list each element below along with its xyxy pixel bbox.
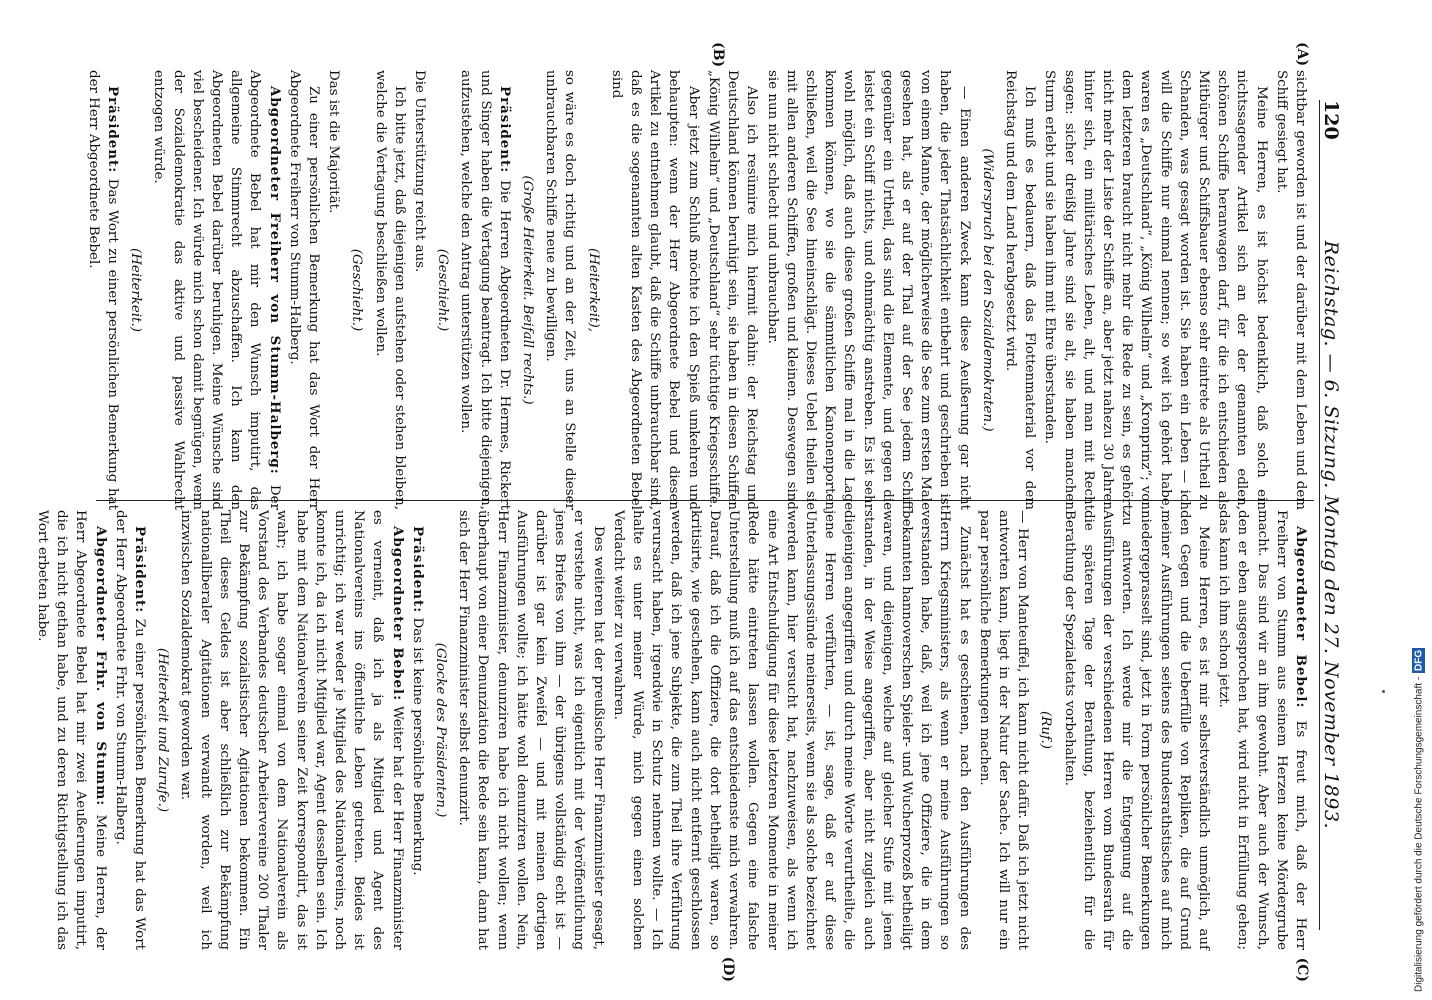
- speech-text: Es freut mich, daß der Herr Freiherr von Stumm aus seinem Herzen keine Mördergrube macht. Das sind wir an ihm gewohnt. Aber auch der Wunsch, den er eben ausgesprochen hat, wird nicht in Erfüllung gehen; das kann ich ihm schon jetzt.: [1216, 510, 1308, 950]
- speaker-label: Abgeordneter Bebel:: [389, 526, 406, 702]
- margin-letter-c: (C): [1294, 957, 1310, 982]
- paragraph: Aber jetzt zum Schluß möchte ich den Spieß umkehren und behaupten: wenn der Herr Abgeordnete Bebel und diesen Artikel zu entnehmen glaubt, daß die Schiffe unbrauchbar sind, daß es die sogenannten alten Kasten des Abgeordneten Bebel sind: [608, 70, 701, 510]
- paragraph: Ich bitte jetzt, daß diejenigen aufstehen oder stehen bleiben, welche die Vertagung beschließen wollen.: [372, 70, 407, 510]
- paragraph: Des weiteren hat der preußische Herr Finanzminister gesagt, er verstehe nicht, was ich eigentlich mit der Veröffentlichung jenes Briefes von ihm — der übrigens vollständig echt ist — darüber ist gar kein Zweifel — und mit meinen dortigen Ausführungen wollte; ich hätte wohl denunziren wollen. Nein, Herr Finanzminister, denunziren habe ich nicht wollen; wenn überhaupt von einer Denunziation die Rede sein kann, dann hat sich der Herr Finanzminister selbst denunzirt.: [456, 510, 606, 950]
- reaction-note: (Widerspruch bei den Sozialdemokraten.): [979, 148, 995, 432]
- speech-text: Das ist keine persönliche Bemerkung.: [409, 617, 425, 876]
- dfg-logo: DFG: [1413, 649, 1425, 671]
- header-title: Reichstag. — 6. Sitzung. Montag den 27. November 1893.: [1320, 240, 1342, 829]
- speech-paragraph: [84, 70, 122, 510]
- margin-letter-b: (B): [710, 42, 726, 68]
- speech-paragraph: [1214, 510, 1310, 950]
- speech-paragraph: [456, 70, 514, 510]
- speaker-label: Präsident:: [409, 526, 426, 614]
- paragraph: Das ist die Majorität.: [326, 70, 342, 214]
- paragraph: Ich muß es bedauern, daß das Flottenmaterial vor dem Reichstag und dem Land herabgesetzt wird.: [1002, 70, 1038, 510]
- paragraph: sichtbar geworden ist und der darüber mit dem Leben und dem Schiff gesiegt hat.: [1273, 70, 1308, 510]
- speech-paragraph: [176, 510, 406, 950]
- reaction-note: (Heiterkeit),: [585, 248, 601, 332]
- paragraph: — Einen anderen Zweck kann diese Aeußerung gar nicht haben, die jeder Thatsächlichkeit entbehrt und geschrieben ist von einem Manne, der möglicherweise die See zum ersten Male gesehen hat, als er auf der Thal auf der See jedem Schiff gegenüber ein Urtheil, das sind die Elemente, und gegen die leistet ein Schiff nichts, und ohnmächtig anstreben. Es ist sehr wohl möglich, daß auch diese großen Schiffe mal in die Lage kommen können, wo sie die sämmtlichen Kanonenporten schließen, weil die See hineinschlägt. Dieses Uebel theilen sie mit allen anderen Schiffen, großen und kleinen. Deswegen sind sie nun nicht schlecht und unbrauchbar.: [764, 70, 972, 510]
- speaker-label: Abgeordneter Bebel:: [1293, 526, 1309, 709]
- speech-text: Der Abgeordnete Bebel hat mir den Wunsch imputirt, das allgemeine Stimmrecht abzuschaffen. Ich kann den Abgeordneten Bebel darüber beruhigen. Meine Wünsche sind viel bescheidener. Ich würde mich schon damit begnügen, wenn der Sozialdemokratie das aktive und passive Wahlrecht entzogen würde.: [151, 70, 282, 510]
- running-header: [1319, 100, 1360, 930]
- paragraph: Meine Herren, es ist mir selbstverständlich unmöglich, auf den Gegen und die Ueberfülle von Repliken, die auf Grund meiner Ausführungen seitens des Bundesrathstisches auf mich niedergeprasselt sind, jetzt in Form persönlicher Bemerkungen zu antworten. Ich werde mir die Entgegnung auf die Ausführungen der verschiedenen Herren vom Bundesrath für die späteren Tage der Berathung, beziehentlich für die Berathung der Spezialetats vorbehalten.: [1061, 510, 1211, 950]
- paragraph: — Herr von Manteuffel, ich kann nicht dafür. Daß ich jetzt nicht antworten kann, liegt in der Natur der Sache. Ich will nur ein paar persönliche Bemerkungen machen.: [976, 510, 1031, 950]
- credit-text: Digitalisierung gefördert durch die Deutsche Forschungsgemeinschaft -: [1413, 676, 1425, 992]
- speech-paragraph: [111, 510, 149, 950]
- speaker-label: Abgeordneter Frhr. von Stumm:: [92, 526, 109, 807]
- reaction-note: (Geschieht.): [349, 248, 365, 332]
- paragraph: Die Unterstützung reicht aus.: [412, 70, 428, 273]
- reaction-note: (Große Heiterkeit. Beifall rechts.): [520, 175, 536, 405]
- speech-paragraph: [408, 510, 427, 950]
- paragraph: Zu einer persönlichen Bemerkung hat das Wort der Herr Abgeordnete Freiherr von Stumm-Halberg.: [286, 70, 322, 510]
- paragraph: Zunächst hat es geschienen, nach den Ausführungen des Herrn Kriegsministers, als wenn er meine Ausführungen so verstanden habe, daß, weil ich jene Offiziere, die in dem bekannten hannoverschen Spieler- und Wucherprozeß betheiligt waren, und diejenigen, welche auf gleicher Stufe mit jenen standen, in der Weise angegriffen, aber nicht zugleich auch diejenigen angegriffen und durch meine Worte verurtheilte, die jene Herren verführten, — ist, sage, daß er auf diese Unterlassungssünde meinerseits, wenn sie als solche bezeichnet werden kann, hier versucht hat, nachzuweisen, als wenn ich eine Art Entschuldigung für diese letzteren Momente in meiner Rede hätte eintreten lassen wollen. Gegen eine falsche Unterstellung muß ich auf das entschiedenste mich verwahren. Darauf, daß ich die Offiziere, die dort betheiligt waren, so kritisirte, wie geschehen, kann auch nicht entfernt geschlossen werden, daß ich jene Subjekte, die zum Theil ihre Verführung verursacht haben, irgendwie in Schutz nehmen wollte. — Ich halte es unter meiner Würde, mich gegen einen solchen Verdacht weiter zu verwahren.: [610, 510, 972, 950]
- paragraph: Also ich resümire mich hiermit dahin: der Reichstag und Deutschland können beruhigt sein, sie haben in diesen Schiffen „König Wilhelm“ und „Deutschland“ sehr tüchtige Kriegsschiffe.: [705, 70, 760, 510]
- scan-speck: [1382, 690, 1385, 693]
- scanned-document-page: [35, 40, 1366, 982]
- speech-paragraph: [33, 510, 110, 950]
- paragraph: Meine Herren, es ist höchst bedenklich, daß solch ein nichtssagender Artikel sich an der der genannten edlen, schönen Schiffe heranwagen darf, für die ich entschieden als Mitbürger und Schiffsbauer ebenso sehr eintrete als Urtheil zu Schanden, was gesagt worden ist. Sie haben ein Leben — ich will die Schiffe nur einmal nennen; so weit ich gehört habe, waren es „Deutschland“, „König Wilhelm“ und „Kronprinz“; von dem letzteren braucht nicht mehr die Rede zu sein, es gehört nicht mehr der Liste der Schiffe an, aber jetzt nahezu 30 Jahren hinter sich, ein militärisches Leben, alt, und man mit Recht sagen: sicher dreißig Jahre sind sie alt, sie haben manchen Sturm erlebt und sie haben ihm mit Ehre überstanden.: [1042, 70, 1269, 510]
- paragraph: so wäre es doch richtig und an der Zeit, uns an Stelle dieser unbrauchbaren Schiffe neue zu bewilligen.: [543, 70, 578, 510]
- digitization-credit: [1410, 8, 1428, 992]
- margin-letter-d: (D): [720, 956, 736, 982]
- margin-letter-a: (A): [1294, 42, 1310, 67]
- speech-paragraph: [149, 70, 283, 510]
- reaction-note: (Geschieht.): [435, 248, 451, 332]
- page-number: 120: [1320, 100, 1342, 140]
- speech-text: Weiter hat der Herr Finanzminister es verneint, daß ich ja als Mitglied und Agent des Nationalvereins ins öffentliche Leben getreten. Beides ist unrichtig; ich war weder je Mitglied des Nationalvereins, noch konnte ich, da ich nicht Mitglied war, Agent desselben sein. Ich habe mit dem Nationalverein seiner Zeit korrespondirt, das ist wahr; ich habe sogar einmal von dem Nationalverein als Vorstand des Verbandes deutscher Arbeitervereine 200 Thaler zur Bekämpfung sozialistischer Agitationen bekommen. Ein Theil dieses Geldes ist aber schließlich zur Bekämpfung nationalliberaler Agitationen verwandt worden, weil ich inzwischen Sozialdemokrat geworden war.: [178, 510, 405, 950]
- speaker-label: Präsident:: [105, 86, 122, 174]
- speaker-label: Präsident:: [496, 86, 513, 174]
- reaction-note: (Ruf.): [1038, 711, 1054, 749]
- reaction-note: (Heiterkeit.): [128, 248, 144, 332]
- speech-text: Das Wort zu einer persönlichen Bemerkung hat der Herr Abgeordnete Bebel.: [85, 70, 121, 510]
- reaction-note: (Glocke des Präsidenten.): [433, 642, 449, 818]
- right-column: [32, 510, 1310, 950]
- speech-text: Zu einer persönlichen Bemerkung hat das Wort der Herr Abgeordnete Frhr. von Stumm-Halberg.: [112, 510, 148, 950]
- speech-text: Meine Herren, der Herr Abgeordnete Bebel hat mir zwei Aeußerungen imputirt, die ich nicht gethan habe, und zu deren Richtigstellung ich das Wort erbeten habe.: [35, 510, 108, 950]
- speaker-label: Präsident:: [132, 526, 149, 614]
- reaction-note: (Heiterkeit und Zurufe.): [155, 647, 171, 813]
- speech-text: Die Herren Abgeordneten Dr. Hermes, Rickert und Singer haben die Vertagung beantragt. Ich bitte diejenigen, aufzustehen, welche den Antrag unterstützen wollen.: [458, 70, 512, 510]
- speaker-label: Abgeordneter Freiherr von Stumm-Halberg:: [266, 86, 283, 475]
- left-column: [83, 70, 1310, 510]
